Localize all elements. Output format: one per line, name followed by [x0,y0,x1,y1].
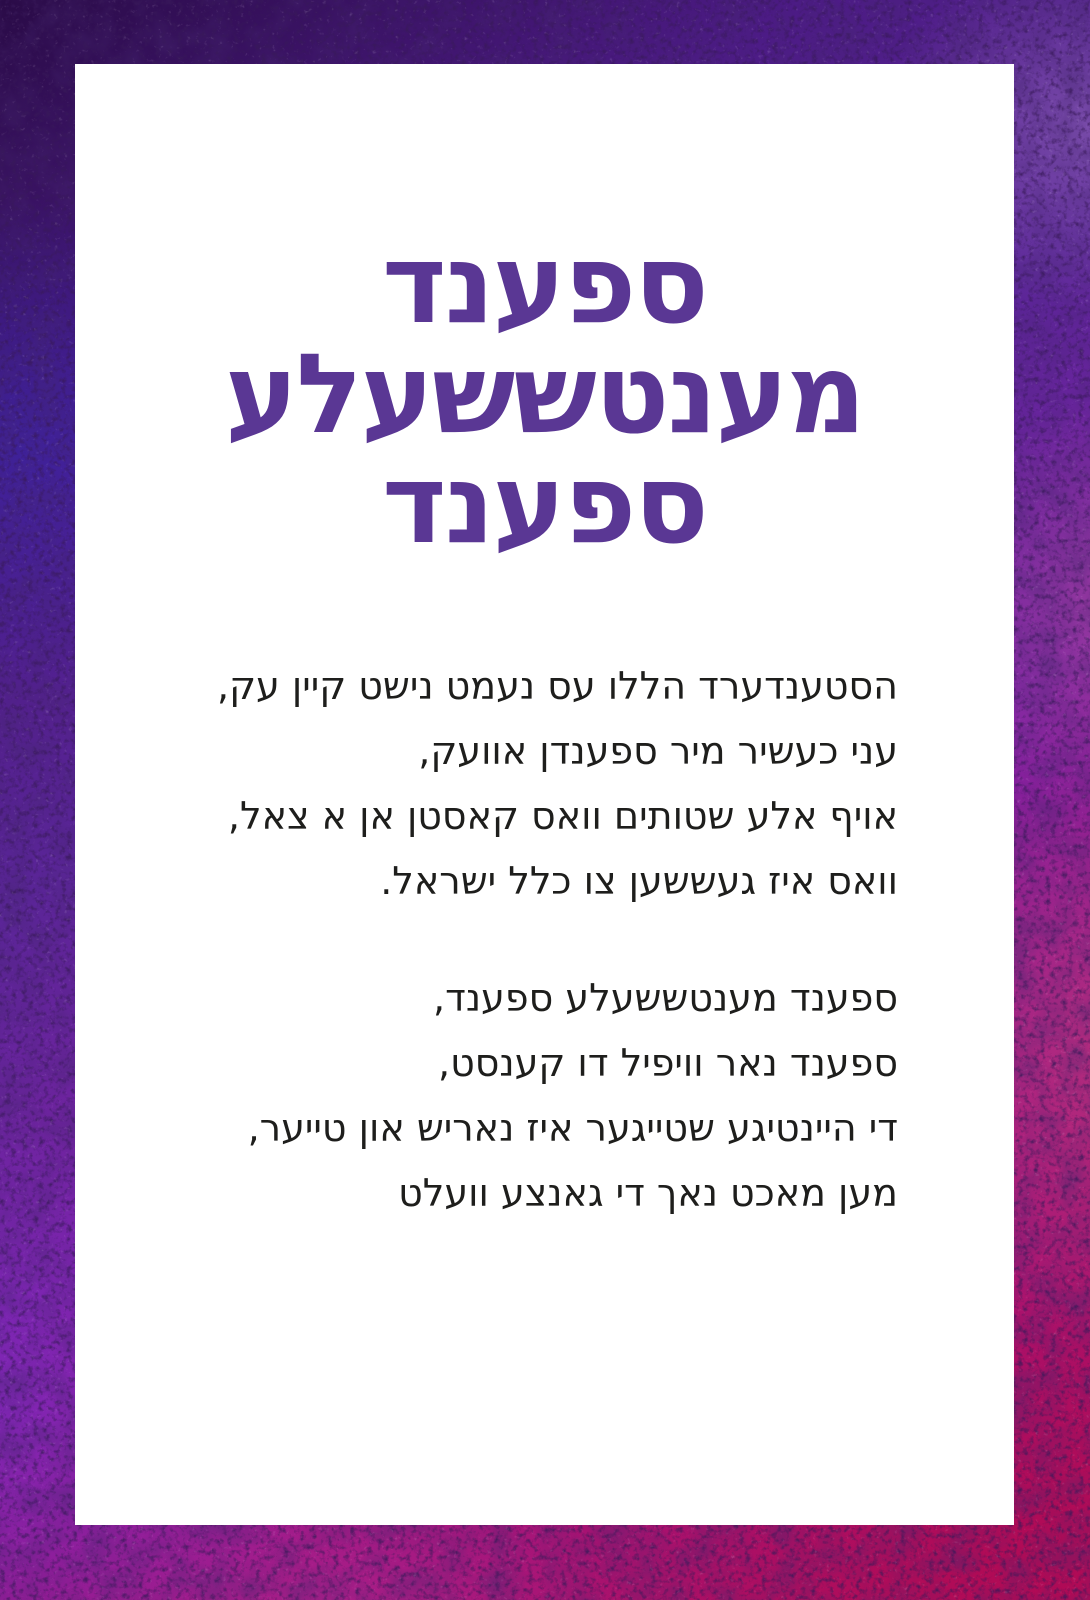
poem-line: די היינטיגע שטייגער איז נאריש און טייער, [247,1106,898,1150]
title-line-1: ספענד [382,220,707,348]
poem-title [75,220,1014,568]
poem-line: ספענד מענטששעלע ספענד, [433,976,898,1020]
poem-line: עני כעשיר מיר ספענדן אוועק, [418,729,898,773]
poem-line: אויף אלע שטותים וואס קאסטן אן א צאל, [227,794,898,838]
stanza-1 [125,654,898,914]
poem-line: הסטענדערד הללו עס נעמט נישט קיין עק, [216,664,898,708]
title-line-2: מענטששעלע [224,330,865,458]
white-card [75,64,1014,1525]
poem-line: וואס איז געששען צו כלל ישראל. [380,859,898,903]
title-line-3: ספענד [382,440,707,568]
poem-line: מען מאכט נאך די גאנצע וועלט [398,1171,898,1215]
stanza-2 [125,966,898,1226]
poem-body [75,654,1014,1226]
poem-line: ספענד נאר וויפיל דו קענסט, [438,1041,898,1085]
